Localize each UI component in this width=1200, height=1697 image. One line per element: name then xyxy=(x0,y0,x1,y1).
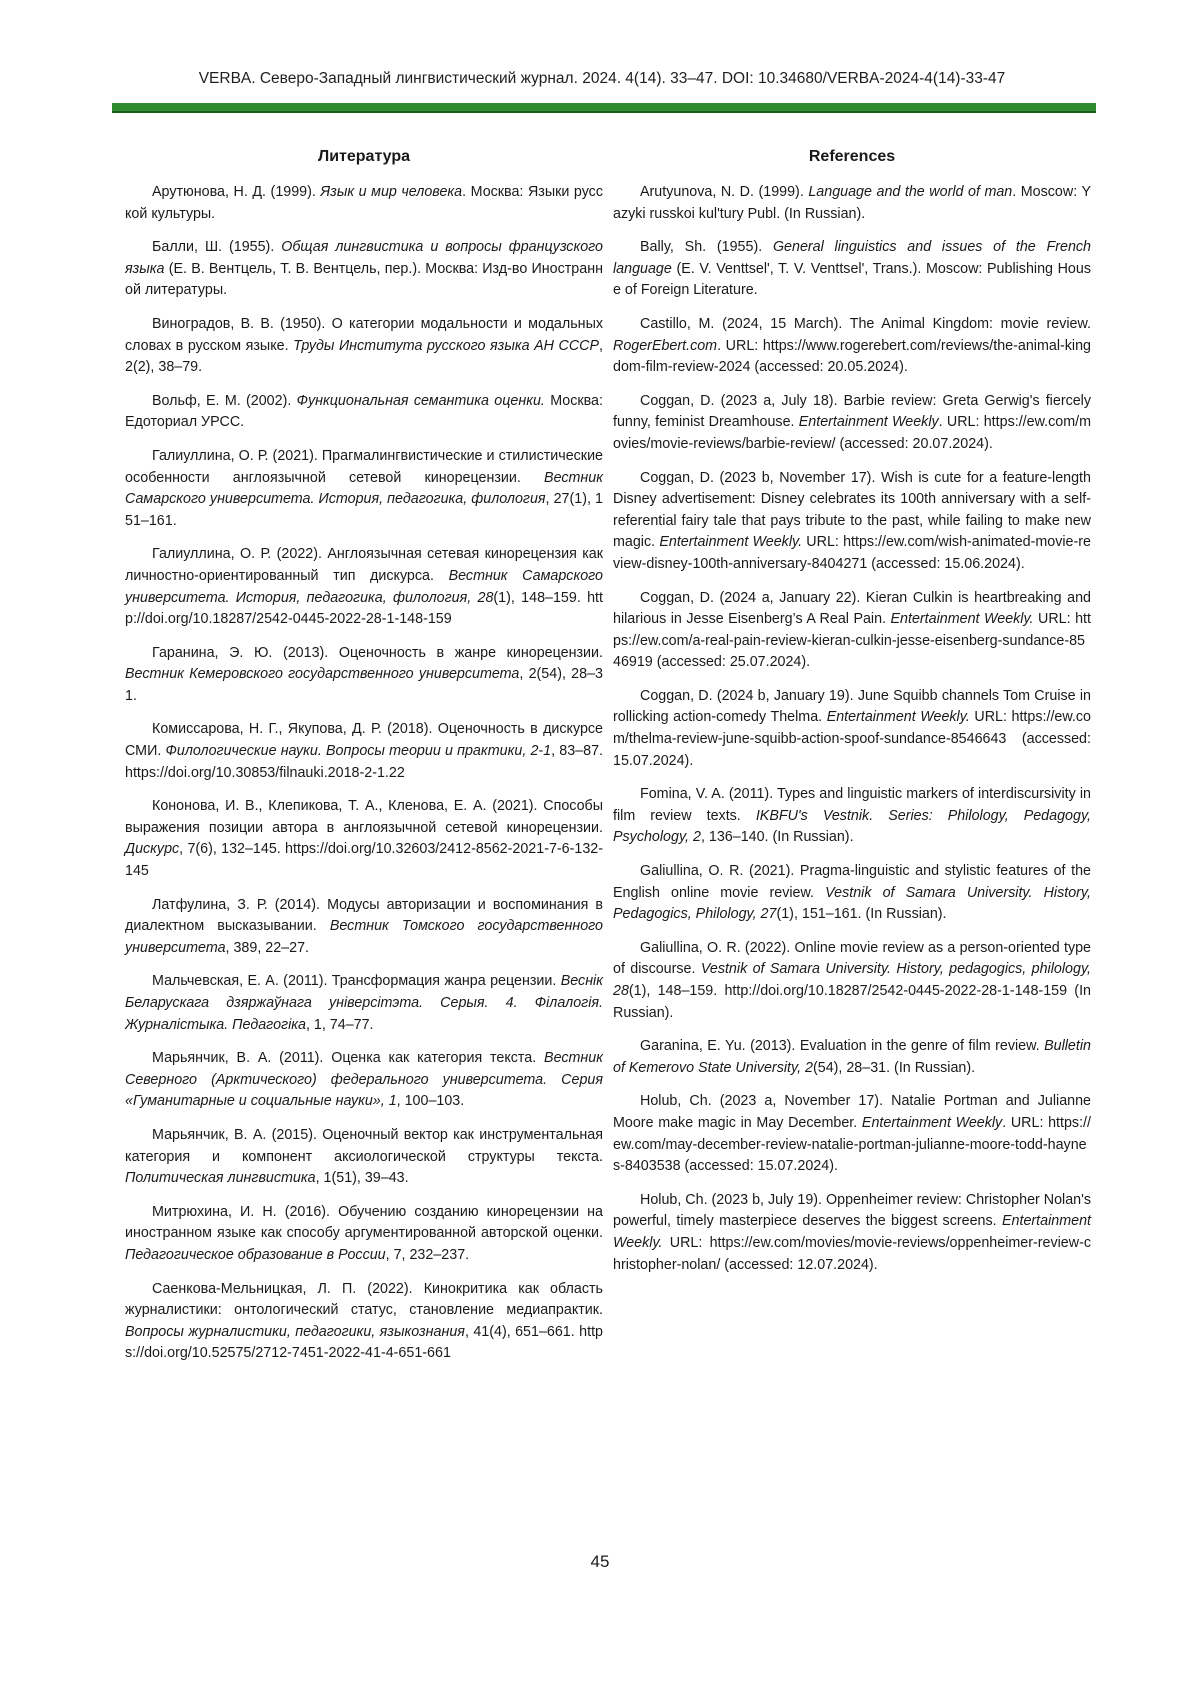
entry-details: Москва: Едоториал УРСС. xyxy=(125,392,603,431)
entry-details: , 41(4), 651–661. https://doi.org/10.52575/2712-7451-2022-41-4-651-661 xyxy=(125,1323,603,1362)
literature-list xyxy=(125,182,603,1365)
reference-entry xyxy=(125,1125,603,1190)
entry-text: Holub, Ch. (2023 a, November 17). Natalie Portman and Julianne Moore make magic in May December. xyxy=(613,1093,1091,1131)
header-rule-shadow xyxy=(112,111,1096,113)
entry-details: . URL: https://ew.com/may-december-review-natalie-portman-julianne-moore-todd-haynes-8403538 (accessed: 15.07.2024). xyxy=(613,1114,1091,1175)
entry-text: Coggan, D. (2024 a, January 22). Kieran Culkin is heartbreaking and hilarious in Jesse Eisenberg’s A Real Pain. xyxy=(613,589,1091,628)
entry-details: , 2(2), 38–79. xyxy=(125,337,603,376)
entry-source-italic: Bulletin of Kemerovo State University, 2 xyxy=(613,1038,1091,1076)
entry-source-italic: Вопросы журналистики, педагогики, языкознания xyxy=(125,1323,465,1340)
entry-details: URL: https://ew.com/thelma-review-june-squibb-action-spoof-sundance-8546643 (accessed: 15.07.2024). xyxy=(613,709,1091,769)
entry-source-italic: Язык и мир человека xyxy=(320,184,463,200)
entry-details: , 27(1), 151–161. xyxy=(125,491,603,529)
references-list xyxy=(613,182,1091,1276)
entry-details: (E. V. Venttsel', T. V. Venttsel', Trans.). Moscow: Publishing House of Foreign Literature. xyxy=(613,260,1091,299)
reference-entry xyxy=(125,1202,603,1267)
reference-entry xyxy=(125,971,603,1036)
entry-source-italic: Вестник Самарского университета. История, педагогика, филология, 28 xyxy=(125,567,603,606)
entry-details: , 389, 22–27. xyxy=(225,939,310,956)
entry-details: (1), 148–159. http://doi.org/10.18287/2542-0445-2022-28-1-148-159 (In Russian). xyxy=(613,983,1091,1021)
entry-details: , 100–103. xyxy=(396,1093,465,1110)
entry-details: , 7, 232–237. xyxy=(385,1246,470,1263)
entry-source-italic: Труды Института русского языка АН СССР xyxy=(293,337,600,354)
entry-text: Митрюхина, И. Н. (2016). Обучению созданию кинорецензии на иностранном языке как способу аргументированной авторской оценки. xyxy=(125,1203,603,1242)
entry-details: , 7(6), 132–145. https://doi.org/10.32603/2412-8562-2021-7-6-132-145 xyxy=(125,841,603,880)
entry-source-italic: Entertainment Weekly xyxy=(798,414,939,431)
reference-entry xyxy=(125,643,603,708)
reference-entry xyxy=(125,544,603,630)
entry-details: . Москва: Языки русской культуры. xyxy=(125,184,603,222)
entry-text: Garanina, E. Yu. (2013). Evaluation in the genre of film review. xyxy=(640,1038,1045,1055)
entry-source-italic: Entertainment Weekly. xyxy=(890,611,1034,628)
header-rule xyxy=(112,103,1096,111)
entry-source-italic: Language and the world of man xyxy=(808,184,1013,200)
reference-entry xyxy=(613,1190,1091,1276)
entry-source-italic: Дискурс xyxy=(125,841,180,858)
entry-details: , 136–140. (In Russian). xyxy=(700,829,854,846)
reference-entry xyxy=(613,861,1091,926)
entry-source-italic: Vestnik of Samara University. History, pedagogics, philology, 28 xyxy=(613,961,1092,999)
entry-text: Вольф, Е. М. (2002). xyxy=(152,392,297,409)
reference-entry xyxy=(125,237,603,302)
reference-entry xyxy=(613,784,1091,849)
entry-text: Комиссарова, Н. Г., Якупова, Д. Р. (2018). Оценочность в дискурсе СМИ. xyxy=(125,721,603,760)
entry-details: (1), 148–159. http://doi.org/10.18287/2542-0445-2022-28-1-148-159 xyxy=(125,589,603,628)
entry-text: Гаранина, Э. Ю. (2013). Оценочность в жанре кинорецензии. xyxy=(152,644,603,661)
entry-source-italic: Entertainment Weekly. xyxy=(826,709,970,726)
entry-text: Балли, Ш. (1955). xyxy=(152,239,282,256)
reference-entry xyxy=(613,1036,1091,1079)
entry-source-italic: Entertainment Weekly. xyxy=(659,534,803,551)
reference-entry xyxy=(613,237,1091,302)
entry-source-italic: Vestnik of Samara University. History, Pedagogics, Philology, 27 xyxy=(613,884,1091,923)
entry-details: , 1(51), 39–43. xyxy=(315,1170,409,1187)
entry-details: , 1, 74–77. xyxy=(305,1016,374,1033)
reference-entry xyxy=(613,938,1091,1024)
reference-entry xyxy=(125,314,603,379)
entry-source-italic: Филологические науки. Вопросы теории и практики, 2-1 xyxy=(165,743,552,760)
entry-details: (Е. В. Вентцель, Т. В. Вентцель, пер.). Москва: Изд-во Иностранной литературы. xyxy=(125,260,603,299)
entry-details: . Moscow: Yazyki russkoi kul'tury Publ. (In Russian). xyxy=(613,184,1091,222)
literature-column xyxy=(125,146,603,1377)
entry-source-italic: Педагогическое образование в России xyxy=(125,1246,386,1263)
page-number: 45 xyxy=(590,1552,610,1571)
reference-entry xyxy=(613,468,1091,576)
entry-text: Кононова, И. В., Клепикова, Т. А., Кленова, Е. А. (2021). Способы выражения позиции автора в англоязычной сетевой кинорецензии. xyxy=(125,798,603,836)
entry-details: URL: https://ew.com/a-real-pain-review-kieran-culkin-jesse-eisenberg-sundance-8546919 (accessed: 25.07.2024). xyxy=(613,611,1091,671)
entry-source-italic: Общая лингвистика и вопросы французского языка xyxy=(125,239,603,277)
reference-entry xyxy=(613,588,1091,674)
reference-entry xyxy=(613,391,1091,456)
entry-text: Holub, Ch. (2023 b, July 19). Oppenheimer review: Christopher Nolan's powerful, timely masterpiece deserves the biggest screens. xyxy=(613,1191,1091,1230)
reference-entry xyxy=(125,182,603,225)
entry-source-italic: Вестник Самарского университета. История, педагогика, филология xyxy=(125,469,603,508)
entry-source-italic: Вестник Кемеровского государственного университета xyxy=(125,666,520,683)
entry-source-italic: Веснік Беларускага дзяржаўнага універсітэта. Серыя. 4. Філалогія. Журналістыка. Педагогіка xyxy=(125,973,603,1033)
reference-entry xyxy=(125,719,603,784)
entry-text: Саенкова-Мельницкая, Л. П. (2022). Кинокритика как область журналистики: онтологический статус, становление медиапрактик. xyxy=(125,1280,603,1319)
entry-source-italic: Функциональная семантика оценки. xyxy=(296,392,545,409)
entry-text: Arutyunova, N. D. (1999). xyxy=(640,184,809,200)
entry-text: Марьянчик, В. А. (2015). Оценочный вектор как инструментальная категория и компонент аксиологической структуры текста. xyxy=(125,1126,603,1165)
reference-entry xyxy=(613,314,1091,379)
reference-entry xyxy=(613,182,1091,225)
reference-entry xyxy=(125,895,603,960)
entry-text: Coggan, D. (2024 b, January 19). June Squibb channels Tom Cruise in rollicking action-comedy Thelma. xyxy=(613,687,1091,726)
entry-details: URL: https://ew.com/wish-animated-movie-review-disney-100th-anniversary-8404271 (accessed: 15.06.2024). xyxy=(613,534,1091,572)
entry-source-italic: IKBFU's Vestnik. Series: Philology, Pedagogy, Psychology, 2 xyxy=(613,807,1091,846)
reference-entry xyxy=(613,1091,1091,1177)
entry-text: Латфулина, З. Р. (2014). Модусы авторизации и воспоминания в диалектном высказывании. xyxy=(125,896,603,935)
entry-details: , 83–87. https://doi.org/10.30853/filnauki.2018-2-1.22 xyxy=(125,743,603,781)
entry-source-italic: Entertainment Weekly. xyxy=(613,1213,1091,1251)
entry-text: Castillo, M. (2024, 15 March). The Animal Kingdom: movie review. xyxy=(640,315,1091,332)
running-header: VERBA. Северо-Западный лингвистический журнал. 2024. 4(14). 33–47. DOI: 10.34680/VERBA-2024-4(14)-33-47 xyxy=(198,70,1006,87)
references-column xyxy=(613,146,1091,1288)
entry-details: . URL: https://www.rogerebert.com/reviews/the-animal-kingdom-film-review-2024 (accessed: 20.05.2024). xyxy=(613,337,1091,376)
entry-source-italic: Entertainment Weekly xyxy=(861,1114,1003,1131)
entry-text: Galiullina, O. R. (2022). Online movie review as a person-oriented type of discourse. xyxy=(613,939,1091,978)
reference-entry xyxy=(125,1048,603,1113)
reference-entry xyxy=(125,1279,603,1365)
entry-details: , 2(54), 28–31. xyxy=(125,666,603,704)
entry-source-italic: Политическая лингвистика xyxy=(125,1170,316,1187)
reference-entry xyxy=(125,796,603,882)
entry-source-italic: General linguistics and issues of the French language xyxy=(613,239,1091,277)
references-title: References xyxy=(808,148,896,165)
entry-text: Coggan, D. (2023 a, July 18). Barbie review: Greta Gerwig's fiercely funny, feminist Dreamhouse. xyxy=(613,392,1091,431)
reference-entry xyxy=(125,446,603,532)
entry-text: Галиуллина, О. Р. (2022). Англоязычная сетевая кинорецензия как личностно-ориентированный тип дискурса. xyxy=(125,546,603,584)
entry-text: Марьянчик, В. А. (2011). Оценка как категория текста. xyxy=(152,1050,545,1067)
entry-details: URL: https://ew.com/movies/movie-reviews/oppenheimer-review-christopher-nolan/ (accessed: 12.07.2024). xyxy=(613,1234,1091,1273)
entry-text: Арутюнова, Н. Д. (1999). xyxy=(152,184,321,200)
entry-text: Галиуллина, О. Р. (2021). Прагмалингвистические и стилистические особенности англоязычной сетевой кинорецензии. xyxy=(125,447,603,486)
reference-entry xyxy=(125,391,603,434)
entry-text: Coggan, D. (2023 b, November 17). Wish is cute for a feature-length Disney advertisement: Disney celebrates its 100th anniversary with a self-referential fairy tale that pays tribute to the past, while failing to make new magic. xyxy=(613,469,1091,551)
entry-text: Galiullina, O. R. (2021). Pragma-linguistic and stylistic features of the English online movie review. xyxy=(613,863,1091,901)
entry-source-italic: Вестник Северного (Арктического) федерального университета. Серия «Гуманитарные и социальные науки», 1 xyxy=(125,1050,603,1110)
entry-text: Виноградов, В. В. (1950). О категории модальности и модальных словах в русском языке. xyxy=(125,315,603,354)
entry-details: (54), 28–31. (In Russian). xyxy=(812,1059,976,1076)
literature-title: Литература xyxy=(317,148,411,165)
entry-text: Bally, Sh. (1955). xyxy=(640,239,773,256)
entry-details: . URL: https://ew.com/movies/movie-reviews/barbie-review/ (accessed: 20.07.2024). xyxy=(613,414,1091,452)
entry-details: (1), 151–161. (In Russian). xyxy=(776,906,947,923)
entry-source-italic: Вестник Томского государственного университета xyxy=(125,918,603,956)
entry-source-italic: RogerEbert.com xyxy=(613,337,718,354)
entry-text: Fomina, V. A. (2011). Types and linguistic markers of interdiscursivity in film review texts. xyxy=(613,786,1091,824)
entry-text: Мальчевская, Е. А. (2011). Трансформация жанра рецензии. xyxy=(152,973,561,990)
reference-entry xyxy=(613,686,1091,772)
